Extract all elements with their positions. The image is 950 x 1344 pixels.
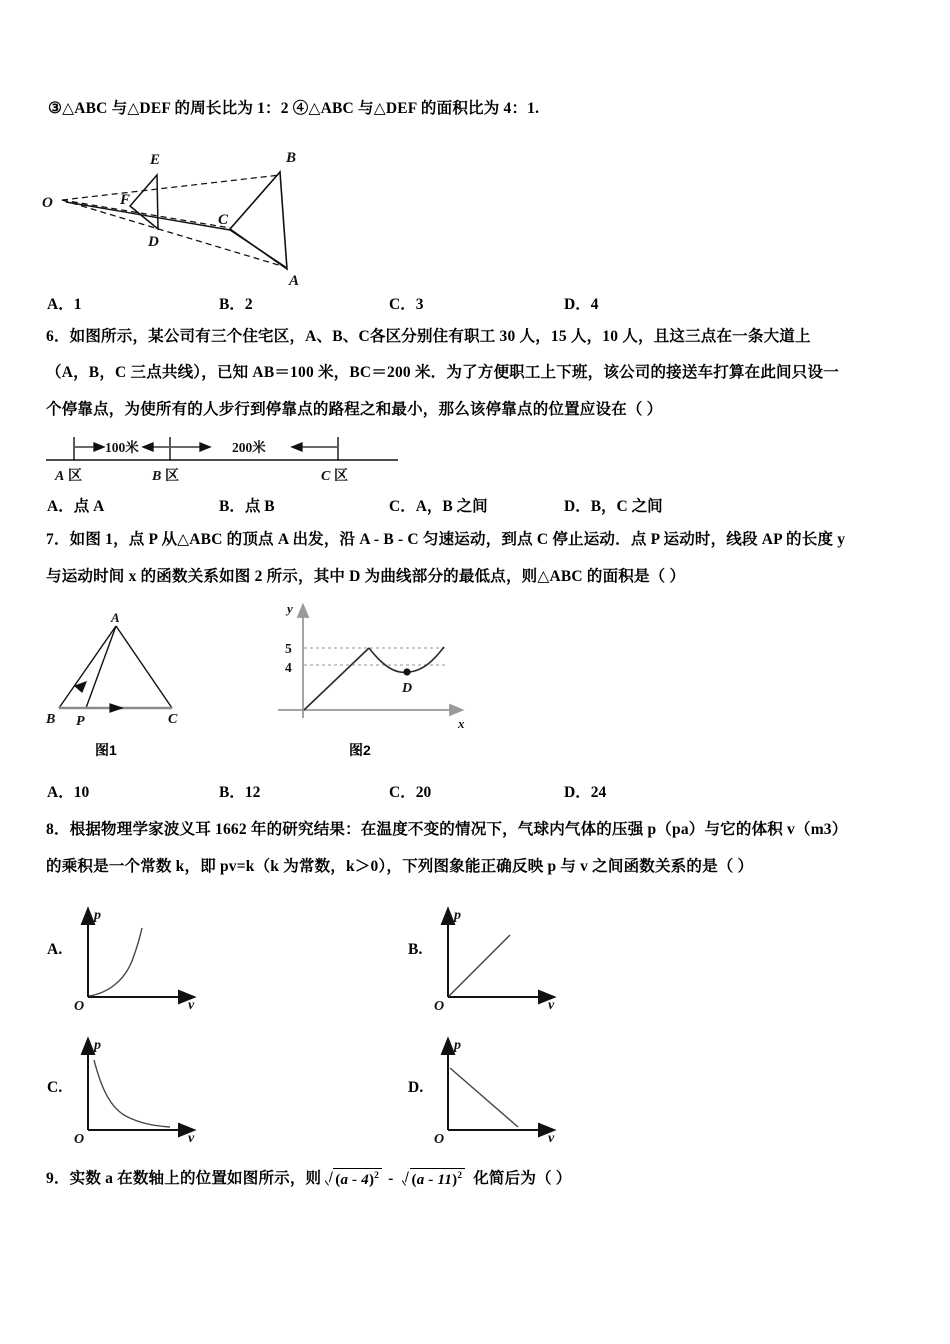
q8-b-axis-p: p [454,908,461,923]
q7-fig2-tick-4: 4 [285,660,292,675]
q8-option-d-label[interactable]: D. [408,1079,424,1096]
label-district-a: A [55,469,65,484]
q5-option-d[interactable]: D．4 [564,296,599,313]
q5-option-b[interactable]: B．2 [219,296,253,313]
q6-option-d[interactable]: D．B，C 之间 [564,498,663,515]
q6-option-a[interactable]: A．点 A [47,498,105,515]
q7-option-d[interactable]: D．24 [564,784,607,801]
q7-fig2-label-d: D [402,681,413,696]
q6-line-3: 个停靠点，为使所有的人步行到停靠点的路程之和最小，那么该停靠点的位置应设在（ ） [46,401,663,418]
q9-suffix: 化简后为（ ） [473,1170,572,1187]
q9-paren-close-2: ) [452,1172,458,1188]
q6-option-b[interactable]: B．点 B [219,498,275,515]
label-district-c: C [321,469,331,484]
q9-paren-close-1: ) [368,1172,375,1188]
q9-exp-1: 2 [374,1171,380,1181]
q8-option-c-graph[interactable] [70,1035,205,1145]
label-C: C [218,212,229,228]
q7-fig1-label-c: C [168,712,178,727]
q8-a-axis-p: p [94,908,101,923]
homothety-figure [40,128,370,288]
label-D: D [148,234,159,250]
q8-option-a-label[interactable]: A. [47,941,63,958]
q7-options [47,780,687,802]
q9-minus: - [388,1170,394,1187]
label-district-a-zone: 区 [68,469,82,484]
q9-radical-second [400,1168,466,1191]
q8-a-origin: O [74,999,85,1014]
label-O: O [42,195,53,211]
q7-line-2: 与运动时间 x 的函数关系如图 2 所示，其中 D 为曲线部分的最低点，则△ABC 的面积是（ ） [46,568,686,585]
q7-fig2-tick-5: 5 [285,641,292,656]
q9-paren-open-2: ( [411,1172,417,1188]
q7-min-point [403,668,410,675]
q6-option-c[interactable]: C．A，B 之间 [389,498,488,515]
q5-tail-statement: ③△ABC 与△DEF 的周长比为 1：2 ④△ABC 与△DEF 的面积比为 4：1. [48,100,540,117]
q8-d-origin: O [434,1132,445,1147]
label-B: B [286,150,297,166]
q9-prefix: 9．实数 a 在数轴上的位置如图所示，则 [46,1170,322,1187]
label-F: F [120,192,131,208]
q7-fig2-axis-x: x [458,716,465,731]
q7-fig1-label-b: B [46,712,56,727]
q7-option-a[interactable]: A．10 [47,784,90,801]
number-line-figure [42,432,402,484]
label-E: E [150,152,161,168]
q8-option-b-graph[interactable] [430,905,565,1014]
q8-d-axis-p: p [454,1038,461,1053]
q8-c-axis-p: p [94,1038,101,1053]
q7-figure2 [268,600,483,732]
q7-figure1-caption: 图1 [95,742,117,758]
q8-c-axis-v: v [188,1131,195,1146]
label-district-c-zone: 区 [334,469,348,484]
q7-line-1: 7．如图 1，点 P 从△ABC 的顶点 A 出发，沿 A - B - C 匀速运动，到点 C 停止运动．点 P 运动时，线段 AP 的长度 y [46,531,846,548]
q7-option-c[interactable]: C．20 [389,784,432,801]
q7-option-b[interactable]: B．12 [219,784,261,801]
q6-line-2: （A，B，C 三点共线），已知 AB＝100 米，BC＝200 米．为了方便职工上下班，该公司的接送车打算在此间只设一 [46,364,839,381]
q8-b-origin: O [434,999,445,1014]
q7-fig2-axis-y: y [287,601,293,616]
q8-line-2: 的乘积是一个常数 k，即 pv=k（k 为常数，k＞0），下列图象能正确反映 p 与 v 之间函数关系的是（ ） [46,858,754,875]
q5-options [47,292,647,314]
q9-radical-first [323,1168,382,1191]
q8-option-b-label[interactable]: B. [408,941,423,958]
label-district-b: B [152,469,162,484]
q8-c-origin: O [74,1132,85,1147]
q6-line-1: 6．如图所示，某公司有三个住宅区，A、B、C各区分别住有职工 30 人，15 人，10 人，且这三点在一条大道上 [46,328,811,345]
q5-option-a[interactable]: A．1 [47,296,82,313]
label-A: A [289,273,300,289]
q6-options [47,494,747,516]
q9-inner-2: a - 11 [416,1172,453,1188]
q7-figure1 [44,604,229,732]
dimension-200m: 200米 [232,440,266,455]
q8-line-1-text: 8．根据物理学家波义耳 1662 年的研究结果：在温度不变的情况下，气球内气体的压强 p（pa）与它的体积 v（m3） [46,821,848,838]
q8-a-axis-v: v [188,998,195,1013]
q9-paren-open-1: ( [335,1172,341,1188]
q8-b-axis-v: v [548,998,555,1013]
q9-exp-2: 2 [457,1171,463,1181]
q8-option-a-graph[interactable] [70,905,205,1014]
q9-radicand-second [410,1168,466,1190]
q8-line-1 [46,820,847,841]
q9-statement [46,1168,572,1191]
label-district-b-zone: 区 [165,469,179,484]
q5-option-c[interactable]: C．3 [389,296,424,313]
q7-fig1-label-a: A [111,610,120,625]
q7-fig1-label-p: P [76,714,85,729]
dimension-100m: 100米 [105,440,139,455]
q9-radicand-first [333,1168,382,1190]
q8-d-axis-v: v [548,1131,555,1146]
q9-inner-1: a - 4 [340,1172,369,1188]
q7-figure2-caption: 图2 [349,742,371,758]
q8-option-d-graph[interactable] [430,1035,565,1145]
q8-option-c-label[interactable]: C. [47,1079,63,1096]
